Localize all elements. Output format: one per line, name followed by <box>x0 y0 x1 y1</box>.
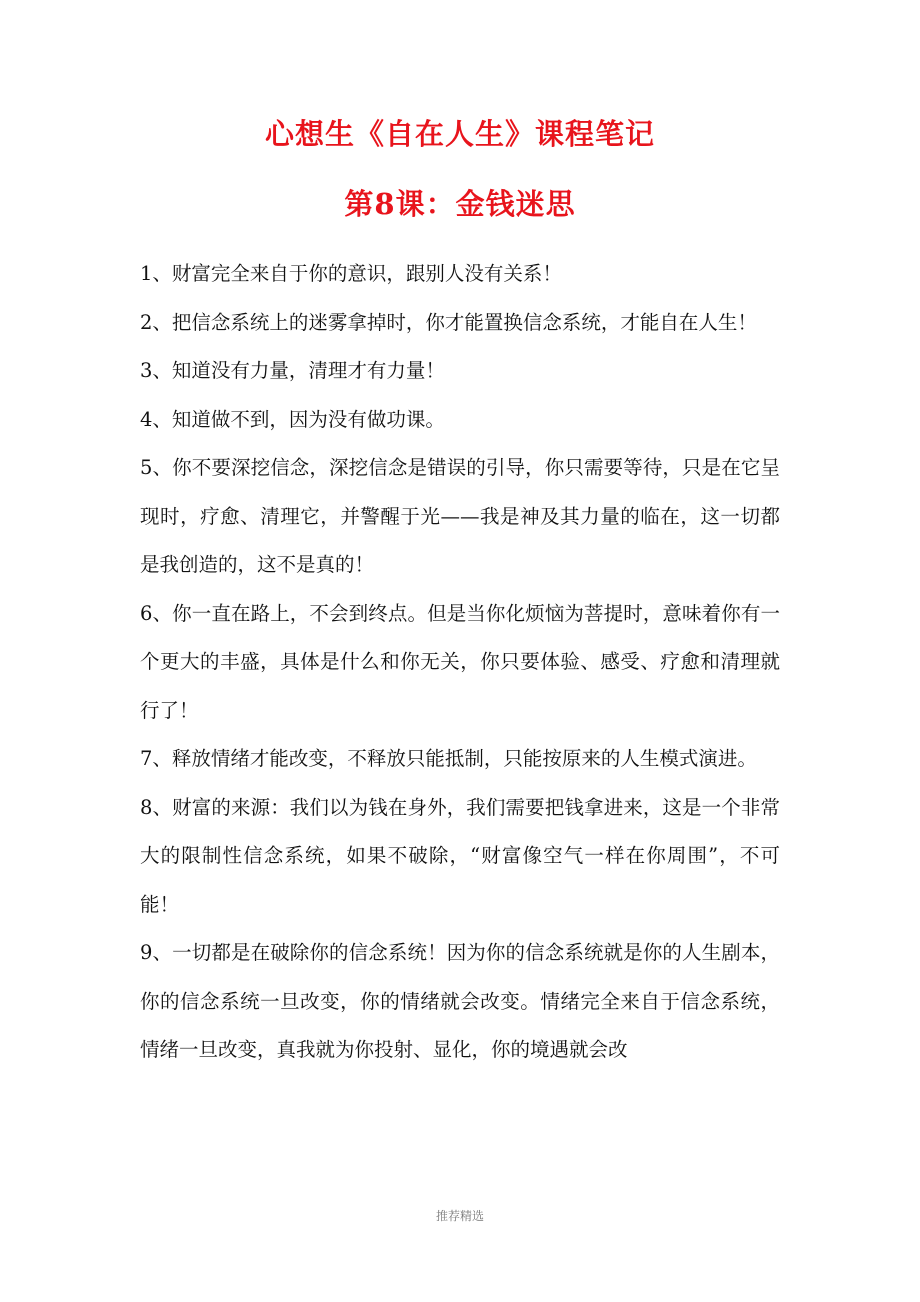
lesson-title: 第8课：金钱迷思 <box>344 187 576 221</box>
page-footer: 推荐精选 <box>435 1209 484 1223</box>
document-title: 心想生《自在人生》课程笔记 <box>264 117 655 151</box>
paragraph-2: 2、把信念系统上的迷雾拿掉时，你才能置换信念系统，才能自在人生！ <box>140 310 757 334</box>
paragraph-3: 3、知道没有力量，清理才有力量！ <box>140 359 445 382</box>
paragraph-1: 1、财富完全来自于你的意识，跟别人没有关系！ <box>140 262 562 285</box>
paragraph-4: 4、知道做不到，因为没有做功课。 <box>140 407 445 431</box>
paragraph-6: 6、你一直在路上，不会到终点。但是当你化烦恼为菩提时，意味着你有一个更大的丰盛，具体是什么和你无关，你只要体验、感受、疗愈和清理就行了！ <box>140 601 780 722</box>
paragraph-5: 5、你不要深挖信念，深挖信念是错误的引导，你只需要等待，只是在它呈现时，疗愈、清理它，并警醒于光——我是神及其力量的临在，这一切都是我创造的，这不是真的！ <box>140 456 780 576</box>
paragraph-9: 9、一切都是在破除你的信念系统！因为你的信念系统就是你的人生剧本，你的信念系统一旦改变，你的情绪就会改变。情绪完全来自于信念系统，情绪一旦改变，真我就为你投射、显化，你的境遇就会改 <box>140 941 780 1061</box>
document-body <box>140 250 780 1075</box>
paragraph-8: 8、财富的来源：我们以为钱在身外，我们需要把钱拿进来，这是一个非常大的限制性信念系统，如果不破除，“财富像空气一样在你周围”，不可能！ <box>140 795 780 916</box>
paragraph-7: 7、释放情绪才能改变，不释放只能抵制，只能按原来的人生模式演进。 <box>140 747 757 770</box>
